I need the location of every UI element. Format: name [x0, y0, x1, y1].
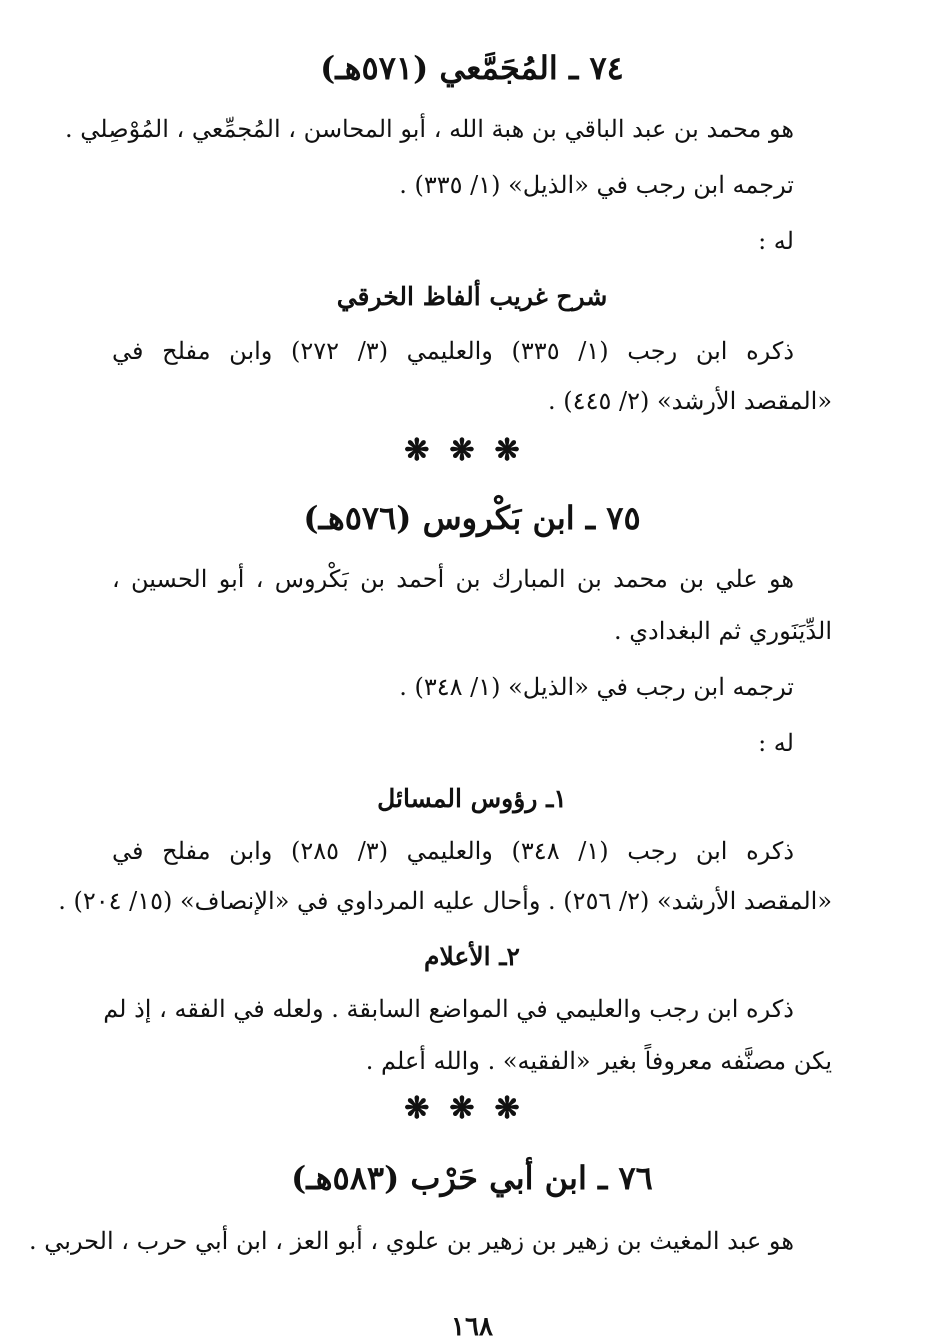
entry-heading: ٧٦ ـ ابن أبي حَرْب (٥٨٣هـ) — [291, 1159, 653, 1197]
section-separator: ❋❋❋ — [404, 1091, 540, 1126]
book-title: ١ـ رؤوس المسائل — [377, 784, 567, 813]
bio-line: الدِّيَنَوري ثم البغدادي . — [614, 617, 832, 645]
lahu-label: له : — [758, 729, 794, 757]
entry-heading: ٧٥ ـ ابن بَكْروس (٥٧٦هـ) — [303, 499, 641, 537]
book-title: ٢ـ الأعلام — [424, 942, 520, 971]
book-note-line: ذكره ابن رجب والعليمي في المواضع السابقة . ولعله في الفقه ، إذ لم — [103, 995, 794, 1023]
entry-heading: ٧٤ ـ المُجَمَّعي (٥٧١هـ) — [320, 49, 624, 87]
page-number: ١٦٨ — [451, 1312, 493, 1342]
book-note-line: ذكره ابن رجب (١/ ٣٣٥) والعليمي (٣/ ٢٧٢) وابن مفلح في — [112, 337, 795, 365]
section-separator: ❋❋❋ — [404, 433, 540, 468]
bio-line: ترجمه ابن رجب في «الذيل» (١/ ٣٣٥) . — [399, 171, 794, 199]
bio-line: ترجمه ابن رجب في «الذيل» (١/ ٣٤٨) . — [399, 673, 794, 701]
book-note-line: «المقصد الأرشد» (٢/ ٢٥٦) . وأحال عليه المرداوي في «الإنصاف» (١٥/ ٢٠٤) . — [58, 887, 832, 915]
bio-line: هو علي بن محمد بن المبارك بن أحمد بن بَكْروس ، أبو الحسين ، — [112, 565, 794, 593]
book-note-line: يكن مصنَّفه معروفاً بغير «الفقيه» . والله أعلم . — [365, 1047, 832, 1075]
book-note-line: «المقصد الأرشد» (٢/ ٤٤٥) . — [548, 387, 832, 415]
bio-line: هو محمد بن عبد الباقي بن هبة الله ، أبو المحاسن ، المُجمِّعي ، المُوْصِلي . — [65, 115, 794, 143]
book-title: شرح غريب ألفاظ الخرقي — [336, 282, 608, 311]
lahu-label: له : — [758, 227, 794, 255]
book-note-line: ذكره ابن رجب (١/ ٣٤٨) والعليمي (٣/ ٢٨٥) وابن مفلح في — [112, 837, 795, 865]
bio-line: هو عبد المغيث بن زهير بن زهير بن علوي ، أبو العز ، ابن أبي حرب ، الحربي . — [29, 1227, 794, 1255]
